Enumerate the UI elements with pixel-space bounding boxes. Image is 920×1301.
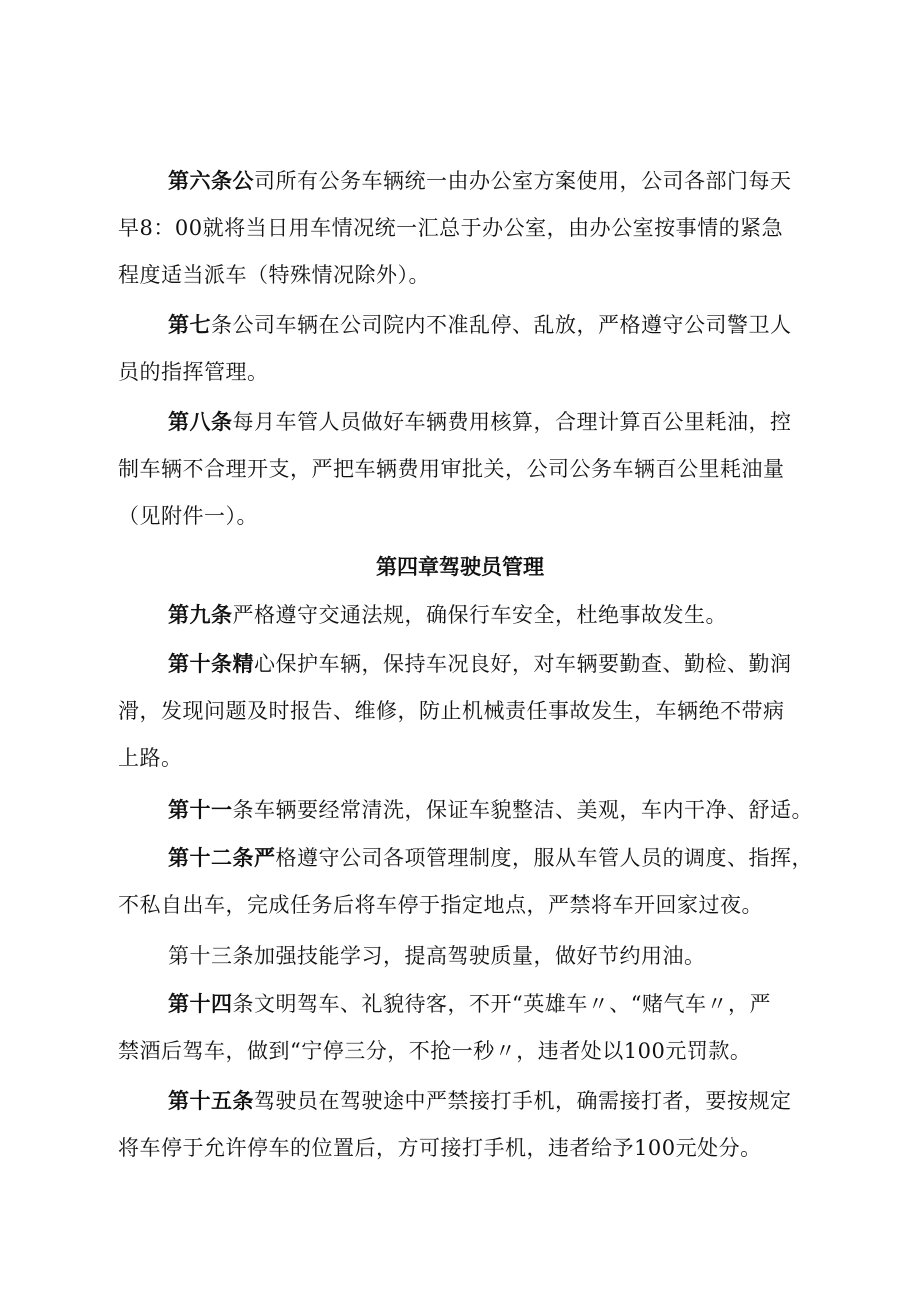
article-line: 第十五条驾驶员在驾驶途中严禁接打手机，确需接打者，要按规定	[168, 1088, 792, 1113]
article-9	[118, 591, 808, 639]
article-line: 第八条每月车管人员做好车辆费用核算，合理计算百公里耗油，控	[168, 409, 792, 434]
article-10	[118, 640, 808, 782]
chapter-heading: 第四章驾驶员管理	[376, 554, 544, 579]
article-15	[118, 1077, 808, 1172]
article-7	[118, 301, 808, 396]
article-number: 第十二条严	[168, 845, 276, 870]
article-line: 禁酒后驾车，做到“宁停三分，不抢一秒〃，违者处以100元罚款。	[118, 1039, 752, 1063]
article-line: 第十二条严格遵守公司各项管理制度，服从车管人员的调度、指挥，	[168, 845, 813, 870]
article-line: 第九条严格遵守交通法规，确保行车安全，杜绝事故发生。	[168, 602, 727, 627]
article-number: 第八条	[168, 409, 233, 434]
article-line: 员的指挥管理。	[118, 360, 269, 384]
article-line: 第十三条加强技能学习，提高驾驶质量，做好节约用油。	[168, 944, 706, 968]
article-line: 第十四条文明驾车、礼貌待客，不开“英雄车〃、“赌气车〃，严	[168, 991, 771, 1016]
article-number: 第十五条	[168, 1088, 254, 1113]
article-12	[118, 834, 813, 929]
article-number: 第九条	[168, 602, 233, 627]
article-11	[118, 786, 813, 834]
article-line: （见附件一）。	[118, 504, 258, 528]
article-6	[118, 157, 808, 299]
article-line: 第七条公司车辆在公司院内不准乱停、乱放，严格遵守公司警卫人	[168, 312, 792, 337]
article-number: 第七	[168, 312, 211, 337]
article-line: 程度适当派车（特殊情况除外）。	[118, 263, 430, 287]
article-line: 不私自出车，完成任务后将车停于指定地点，严禁将车开回家过夜。	[118, 893, 763, 917]
article-number: 第十条精	[168, 651, 254, 676]
article-line: 上路。	[118, 746, 183, 770]
article-13	[118, 932, 808, 980]
article-8	[118, 398, 808, 540]
article-line: 将车停于允许停车的位置后，方可接打手机，违者给予100元处分。	[118, 1136, 762, 1160]
article-14	[118, 980, 808, 1075]
article-number: 第十四	[168, 991, 233, 1016]
article-line: 早8：00就将当日用车情况统一汇总于办公室，由办公室按事情的紧急	[118, 216, 784, 240]
article-line: 第六条公司所有公务车辆统一由办公室方案使用，公司各部门每天	[168, 168, 792, 193]
article-line: 第十一条车辆要经常清洗，保证车貌整洁、美观，车内干净、舒适。	[168, 797, 813, 822]
article-line: 制车辆不合理开支，严把车辆费用审批关，公司公务车辆百公里耗油量	[118, 457, 785, 481]
article-line: 滑，发现问题及时报告、维修，防止机械责任事故发生，车辆绝不带病	[118, 699, 785, 723]
article-number: 第六条公	[168, 168, 254, 193]
article-line: 第十条精心保护车辆，保持车况良好，对车辆要勤查、勤检、勤润	[168, 651, 792, 676]
article-number: 第十一	[168, 797, 233, 822]
